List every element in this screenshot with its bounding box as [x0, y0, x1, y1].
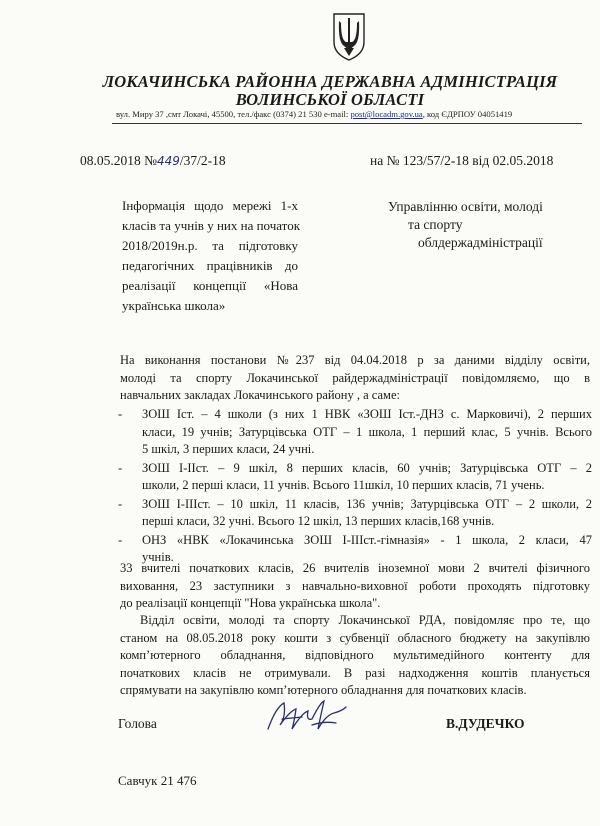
out-number-handwritten: 449 [157, 154, 180, 168]
body-line: 33 вчителі початкових класів, 26 вчителів іноземної мови 2 вчителі фізичного [120, 561, 590, 575]
org-name-line1: ЛОКАЧИНСЬКА РАЙОННА ДЕРЖАВНА АДМІНІСТРАЦІЯ [102, 72, 558, 91]
executor-info: Савчук 21 476 [118, 773, 197, 788]
subject-line: українська школа» [122, 298, 226, 313]
list-item-line: 5 шкіл, 3 перших класи, 24 учні. [142, 442, 315, 456]
body-line: виховання, 23 заступники з навчально-виховної роботи проходять підготовку [120, 578, 590, 593]
bullet-mark: - [118, 532, 123, 547]
body-line: На виконання постанови №237 від 04.04.2018 р за даними відділу освіти, [120, 353, 590, 367]
body-line: станом на 08.05.2018 року кошти з субвенції обласного бюджету на закупівлю [120, 630, 590, 645]
list-item-line: класи, 19 учнів; Затурцівська ОТГ – 1 школа, 1 перший клас, 5 учнів. Всього [142, 424, 592, 439]
subject-line: педагогічних працівників до [122, 258, 298, 273]
body-line: початкових класів не отримували. В разі надходження коштів планується [120, 665, 590, 680]
body-line: навчальних закладах Локачинського району , а саме: [120, 388, 400, 402]
letter-subject [122, 196, 301, 316]
trident-emblem-icon [332, 12, 366, 62]
bullet-mark: - [118, 496, 123, 511]
list-item [118, 496, 592, 531]
outgoing-number [80, 153, 226, 169]
addressee [388, 198, 543, 252]
org-name-line2: ВОЛИНСЬКОЇ ОБЛАСТІ [235, 90, 425, 109]
subject-line: Інформація щодо мережі 1-х [122, 198, 298, 213]
bullet-mark: - [118, 407, 123, 421]
reference-number: на № 123/57/2-18 від 02.05.2018 [370, 153, 554, 168]
school-list [118, 406, 592, 568]
addressee-line3: облдержадміністрації [418, 235, 543, 250]
body-line: комп’ютерного обладнання, відповідного мультимедійного контенту для [120, 648, 590, 662]
body-line: Відділ освіти, молоді та спорту Локачинської РДА, повідомляє про те, що [140, 613, 590, 627]
list-item-line: ЗОШ Іст. – 4 школи (з них 1 НВК «ЗОШ Іст.-ДНЗ с. Марковичі), 2 перших [142, 407, 592, 421]
header-divider [112, 123, 582, 124]
list-item-line: ЗОШ І-ІІст. – 9 шкіл, 8 перших класів, 60 учнів; Затурцівська ОТГ – 2 [142, 460, 592, 475]
subject-line: 2018/2019н.р. та підготовку [122, 238, 298, 253]
subject-line: класів та учнів у них на початок [122, 218, 301, 233]
signer-name: В.ДУДЕЧКО [446, 716, 525, 731]
list-item-line: ОНЗ «НВК «Локачинська ЗОШ І-ІІІст.-гімназія» - 1 школа, 2 класи, 47 [142, 532, 592, 547]
department-paragraph [120, 612, 590, 700]
addressee-line2: та спорту [408, 217, 463, 232]
signer-position: Голова [118, 716, 157, 731]
subject-line: реалізації концепції «Нова [122, 278, 298, 293]
body-line: молоді та спорту Локачинської райдержадміністрації повідомляємо, що в [120, 370, 590, 385]
intro-paragraph [120, 352, 590, 405]
bullet-mark: - [118, 460, 123, 475]
addressee-line1: Управлінню освіти, молоді [388, 199, 543, 214]
list-item-line: перші класи, 32 учні. Всього 12 шкіл, 13 перших класів,168 учнів. [142, 514, 495, 528]
handwritten-signature [262, 695, 352, 739]
out-number-suffix: /37/2-18 [179, 153, 226, 168]
staff-paragraph [120, 560, 590, 613]
contacts-prefix: вул. Миру 37 ,смт Локачі, 45500, тел./факс (0374) 21 530 e-mail: [116, 109, 351, 119]
list-item [118, 460, 592, 495]
body-line: до реалізації концепції "Нова українська школа". [120, 596, 381, 610]
list-item [118, 406, 592, 459]
list-item-line: учнів. [142, 550, 174, 564]
contacts-line [116, 109, 596, 119]
email-link[interactable]: post@locadm.gov.ua [350, 109, 423, 119]
body-line: спрямувати на закупівлю комп’ютерного обладнання для початкових класів. [120, 683, 527, 697]
list-item-line: ЗОШ І-ІІІст. – 10 шкіл, 11 класів, 136 учнів; Затурцівська ОТГ – 2 школи, 2 [142, 496, 592, 511]
list-item-line: школи, 2 перші класи, 11 учнів. Всього 11шкіл, 10 перших класів, 71 учень. [142, 478, 545, 492]
contacts-suffix: , код ЄДРПОУ 04051419 [422, 109, 513, 119]
out-date: 08.05.2018 № [80, 153, 158, 168]
